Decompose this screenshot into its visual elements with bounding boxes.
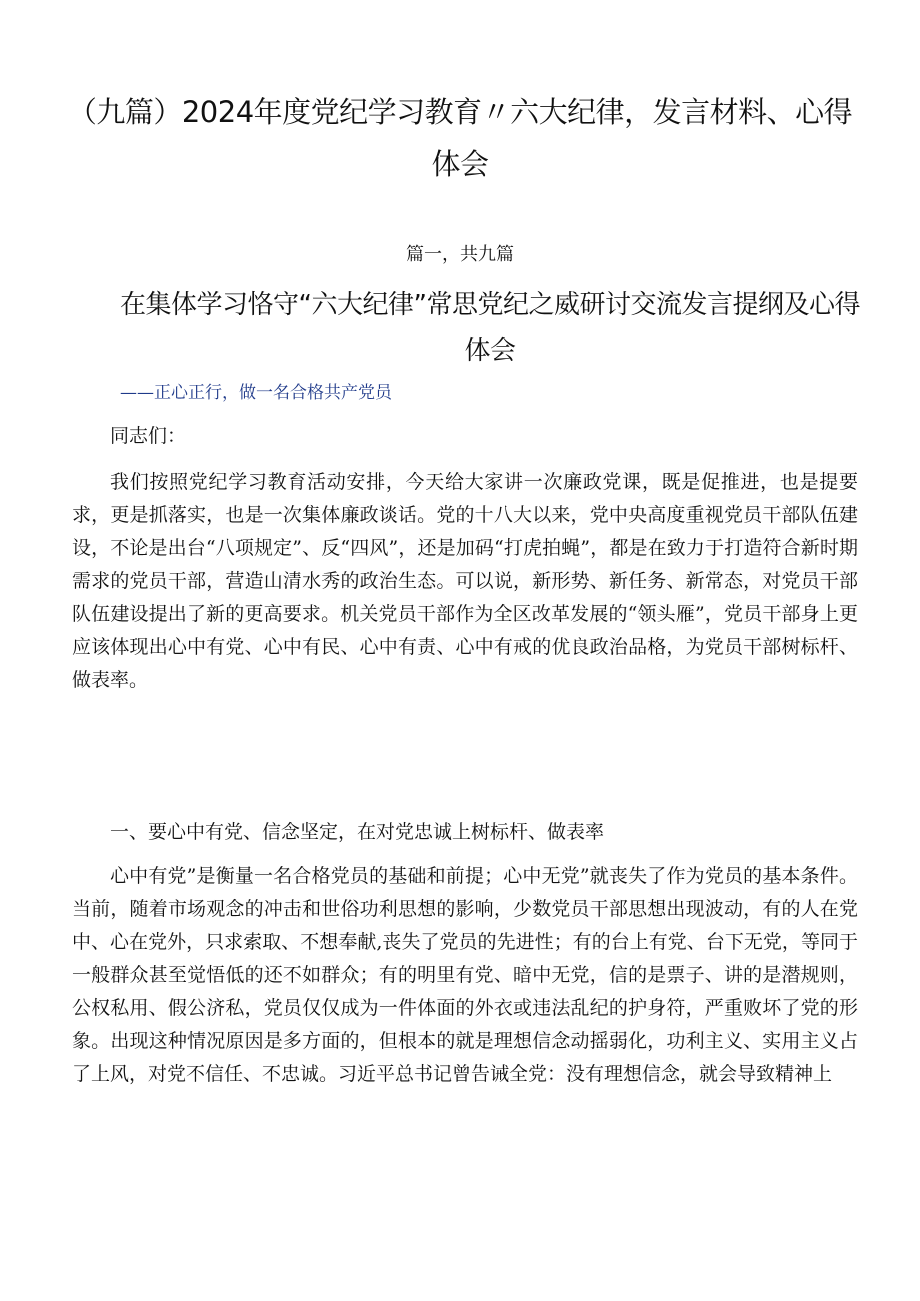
salutation: 同志们： (110, 425, 187, 447)
section-heading-1: 一、要心中有党、信念坚定，在对党忠诚上树标杆、做表率 (110, 821, 605, 843)
document-title: （九篇）2024年度党纪学习教育〃六大纪律，发言材料、心得体会 (67, 95, 853, 181)
paragraph-intro: 我们按照党纪学习教育活动安排，今天给大家讲一次廉政党课，既是促推进，也是提要求，更是抓落实，也是一次集体廉政谈话。党的十八大以来，党中央高度重视党员干部队伍建设，不论是出台“八项规定”、反“四风”，还是加码“打虎拍蝇”，都是在致力于打造符合新时期需求的党员干部，营造山清水秀的政治生态。可以说，新形势、新任务、新常态，对党员干部队伍建设提出了新的更高要求。机关党员干部作为全区改革发展的“领头雁”，党员干部身上更应该体现出心中有党、心中有民、心中有责、心中有戒的优良政治品格，为党员干部树标杆、做表率。 (72, 471, 858, 691)
section-label: 篇一，共九篇 (406, 244, 514, 265)
article-subtitle: ——正心正行，做一名合格共产党员 (120, 383, 392, 403)
article-title: 在集体学习恪守“六大纪律”常思党纪之威研讨交流发言提纲及心得体会 (120, 290, 860, 366)
paragraph-section-1: 心中有党”是衡量一名合格党员的基础和前提；心中无党”就丧失了作为党员的基本条件。当前，随着市场观念的冲击和世俗功利思想的影响，少数党员干部思想出现波动，有的人在党中、心在党外，只求索取、不想奉献,丧失了党员的先进性；有的台上有党、台下无党，等同于一般群众甚至觉悟低的还不如群众；有的明里有党、暗中无党，信的是票子、讲的是潜规则，公权私用、假公济私，党员仅仅成为一件体面的外衣或违法乱纪的护身符，严重败坏了党的形象。出现这种情况原因是多方面的，但根本的就是理想信念动摇弱化，功利主义、实用主义占了上风，对党不信任、不忠诚。习近平总书记曾告诫全党：没有理想信念，就会导致精神上 (72, 865, 858, 1085)
